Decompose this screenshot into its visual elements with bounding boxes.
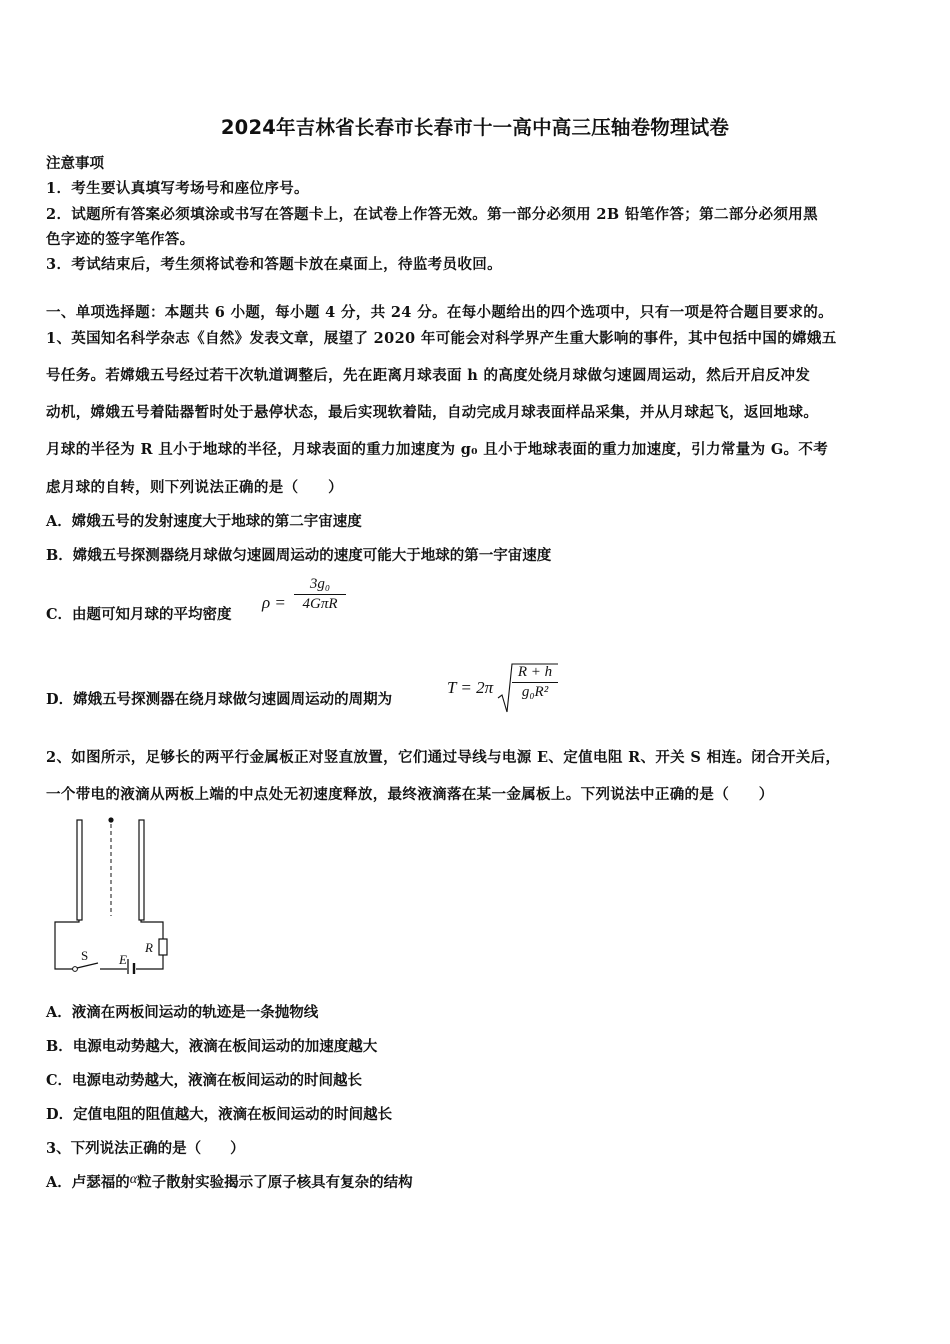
q1-c-formula-denominator: 4GπR <box>302 596 338 612</box>
q1-line-1: 1、英国知名科学杂志《自然》发表文章，展望了 2020 年可能会对科学界产生重大影响的事件，其中包括中国的嫦娥五 <box>46 330 837 347</box>
q1-option-b: B．嫦娥五号探测器绕月球做匀速圆周运动的速度可能大于地球的第一宇宙速度 <box>46 547 552 564</box>
q1-c-formula-lhs: ρ = <box>262 593 286 612</box>
q1-line-4: 月球的半径为 R 且小于地球的半径，月球表面的重力加速度为 g₀ 且小于地球表面的重力加速度，引力常量为 G。不考 <box>46 441 829 458</box>
notice-heading: 注意事项 <box>46 155 104 172</box>
q2-option-a: A．液滴在两板间运动的轨迹是一条抛物线 <box>46 1004 319 1021</box>
q3-option-a <box>46 1171 413 1192</box>
exam-title: 2024年吉林省长春市长春市十一高中高三压轴卷物理试卷 <box>220 116 730 139</box>
q2-line-1: 2、如图所示，足够长的两平行金属板正对竖直放置，它们通过导线与电源 E、定值电阻 R、开关 S 相连。闭合开关后， <box>46 749 841 766</box>
notice-item-2: 2．试题所有答案必须填涂或书写在答题卡上，在试卷上作答无效。第一部分必须用 2B 铅笔作答；第二部分必须用黑 <box>46 206 818 223</box>
q2-option-c: C．电源电动势越大，液滴在板间运动的时间越长 <box>46 1072 363 1089</box>
q3-option-a-post: 粒子散射实验揭示了原子核具有复杂的结构 <box>137 1174 413 1191</box>
source-label: E <box>119 952 127 967</box>
resistor-label: R <box>145 940 153 955</box>
q1-d-formula-numerator: R + h <box>512 664 558 683</box>
notice-item-2-cont: 色字迹的签字笔作答。 <box>46 231 195 248</box>
q1-option-a: A．嫦娥五号的发射速度大于地球的第二宇宙速度 <box>46 513 362 530</box>
switch-label: S <box>81 948 89 963</box>
q3-option-a-pre: A．卢瑟福的 <box>46 1174 130 1191</box>
q1-line-5: 虑月球的自转，则下列说法正确的是（ ） <box>46 479 343 496</box>
q1-c-formula-numerator: 3g₀ <box>294 576 346 595</box>
alpha-symbol: α <box>129 1172 138 1187</box>
q3-stem: 3、下列说法正确的是（ ） <box>46 1140 245 1157</box>
q1-line-2: 号任务。若嫦娥五号经过若干次轨道调整后，先在距离月球表面 h 的高度处绕月球做匀速圆周运动，然后开启反冲发 <box>46 367 811 384</box>
q1-line-3: 动机，嫦娥五号着陆器暂时处于悬停状态，最后实现软着陆，自动完成月球表面样品采集，并从月球起飞，返回地球。 <box>46 404 819 421</box>
section1-heading: 一、单项选择题：本题共 6 小题，每小题 4 分，共 24 分。在每小题给出的四个选项中，只有一项是符合题目要求的。 <box>46 304 833 321</box>
q1-d-formula-denominator: g₀R² <box>521 684 549 700</box>
notice-item-1: 1．考生要认真填写考场号和座位序号。 <box>46 180 309 197</box>
q2-option-b: B．电源电动势越大，液滴在板间运动的加速度越大 <box>46 1038 378 1055</box>
q1-option-d: D．嫦娥五号探测器在绕月球做匀速圆周运动的周期为 <box>46 691 393 708</box>
notice-item-3: 3．考试结束后，考生须将试卷和答题卡放在桌面上，待监考员收回。 <box>46 256 502 273</box>
q1-c-formula-fraction <box>294 576 346 613</box>
q1-d-formula-lhs: T = 2π <box>447 678 494 697</box>
circuit-figure <box>48 812 178 974</box>
q2-line-2: 一个带电的液滴从两板上端的中点处无初速度释放，最终液滴落在某一金属板上。下列说法中正确的是（ ） <box>46 786 774 803</box>
q2-option-d: D．定值电阻的阻值越大，液滴在板间运动的时间越长 <box>46 1106 393 1123</box>
q1-d-formula-fraction <box>512 664 558 701</box>
q1-option-c: C．由题可知月球的平均密度 <box>46 606 232 623</box>
